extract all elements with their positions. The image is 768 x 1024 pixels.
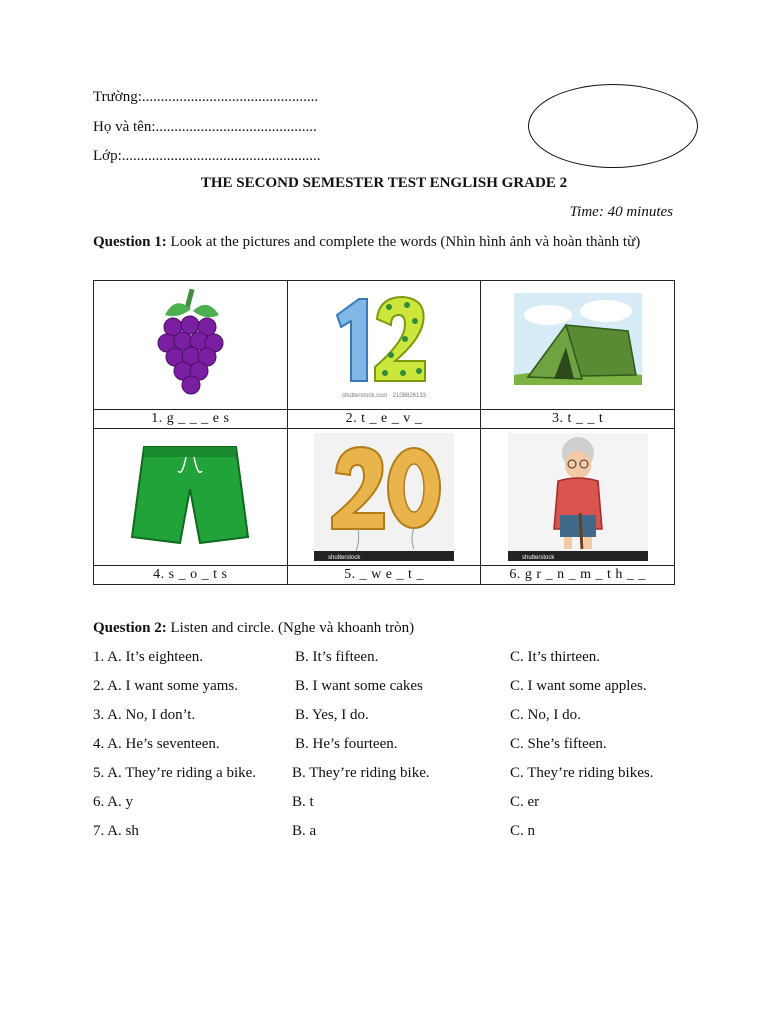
answer-option-3-a[interactable]: 3. A. No, I don’t. — [93, 707, 196, 723]
answer-option-2-b[interactable]: B. I want some cakes — [295, 678, 423, 694]
caption-6: 6. g r _ n _ m _ t h _ _ — [481, 566, 675, 585]
question-2-instruction — [93, 620, 414, 637]
name-field: Họ và tên:........................................... — [93, 119, 317, 135]
score-oval — [528, 84, 698, 168]
picture-cell-5 — [287, 429, 481, 566]
picture-cell-6 — [481, 429, 675, 566]
question-1-text: Look at the pictures and complete the words (Nhìn hình ảnh và hoàn thành từ) — [166, 234, 641, 250]
answer-option-5-c[interactable]: C. They’re riding bikes. — [510, 765, 654, 781]
answer-option-1-b[interactable]: B. It’s fifteen. — [295, 649, 379, 665]
answer-option-6-c[interactable]: C. er — [510, 794, 540, 810]
answer-option-4-a[interactable]: 4. A. He’s seventeen. — [93, 736, 220, 752]
answer-option-3-b[interactable]: B. Yes, I do. — [295, 707, 369, 723]
answer-option-7-c[interactable]: C. n — [510, 823, 536, 839]
answer-option-2-a[interactable]: 2. A. I want some yams. — [93, 678, 238, 694]
picture-cell-1 — [94, 281, 288, 410]
question-2-text: Listen and circle. (Nghe và khoanh tròn) — [166, 620, 415, 636]
number-twelve-icon — [319, 285, 449, 403]
page-title: THE SECOND SEMESTER TEST ENGLISH GRADE 2 — [200, 175, 568, 191]
answer-option-4-c[interactable]: C. She’s fifteen. — [510, 736, 607, 752]
caption-1: 1. g _ _ _ e s — [94, 410, 288, 429]
answer-option-1-a[interactable]: 1. A. It’s eighteen. — [93, 649, 203, 665]
school-field: Trường:............................................... — [93, 89, 319, 105]
watermark-text-1: shutterstock.com · 2108826133 — [341, 393, 427, 399]
grandmother-icon — [508, 433, 648, 561]
picture-cell-3 — [481, 281, 675, 410]
caption-5: 5. _ w e _ t _ — [287, 566, 481, 585]
answer-option-5-b[interactable]: B. They’re riding bike. — [292, 765, 430, 781]
answer-option-6-a[interactable]: 6. A. y — [93, 794, 134, 810]
caption-3: 3. t _ _ t — [481, 410, 675, 429]
answer-option-7-a[interactable]: 7. A. sh — [93, 823, 139, 839]
tent-icon — [508, 285, 648, 403]
grapes-icon — [135, 285, 245, 403]
picture-cell-2 — [287, 281, 481, 410]
answer-option-2-c[interactable]: C. I want some apples. — [510, 678, 647, 694]
answer-option-6-b[interactable]: B. t — [292, 794, 314, 810]
picture-cell-4 — [94, 429, 288, 566]
answer-option-1-c[interactable]: C. It’s thirteen. — [510, 649, 600, 665]
answer-option-4-b[interactable]: B. He’s fourteen. — [295, 736, 398, 752]
class-field: Lớp:..................................................... — [93, 148, 321, 164]
watermark-text-2: shutterstock — [327, 555, 361, 561]
question-1-label: Question 1: — [93, 234, 167, 250]
watermark-text-3: shutterstock — [521, 555, 555, 561]
caption-2: 2. t _ e _ v _ — [287, 410, 481, 429]
question-1-instruction — [93, 232, 683, 252]
answer-option-7-b[interactable]: B. a — [292, 823, 317, 839]
answer-option-5-a[interactable]: 5. A. They’re riding a bike. — [93, 765, 257, 781]
caption-4: 4. s _ o _ t s — [94, 566, 288, 585]
shorts-icon — [120, 433, 260, 551]
time-limit: Time: 40 minutes — [569, 204, 673, 220]
picture-word-table — [93, 280, 675, 585]
question-2-label: Question 2: — [93, 620, 167, 636]
number-twenty-balloon-icon — [314, 433, 454, 561]
answer-option-3-c[interactable]: C. No, I do. — [510, 707, 581, 723]
